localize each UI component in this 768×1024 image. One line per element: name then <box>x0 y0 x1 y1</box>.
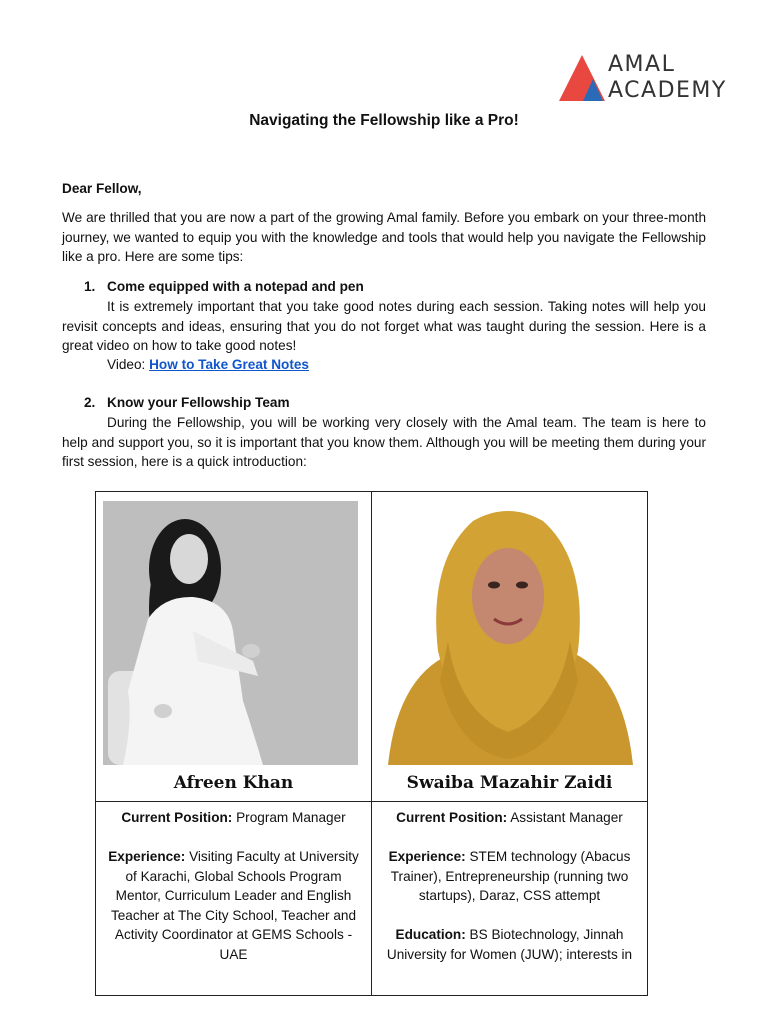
intro-paragraph: We are thrilled that you are now a part of the growing Amal family. Before you embark on your three-month journey, we wanted to equip you with the knowledge and tools that would help you navigate the Fellowship like a pro. Here are some tips: <box>62 210 706 264</box>
team-member-1-position <box>101 808 366 828</box>
greeting: Dear Fellow, <box>62 181 142 196</box>
logo-line-1: AMAL <box>608 52 676 77</box>
team-member-2-position <box>377 808 642 828</box>
team-member-1-experience <box>101 847 366 964</box>
tip-2-title: Know your Fellowship Team <box>107 395 290 410</box>
team-member-2-photo-cell <box>372 492 648 802</box>
tip-1-body: It is extremely important that you take good notes during each session. Taking notes will help you revisit concepts and ideas, ensuring that you do not forget what was taught during the session. Here is a great video on how to take good notes! <box>62 299 706 353</box>
education-value: BS Biotechnology, Jinnah University for Women (JUW); interests in <box>386 927 633 962</box>
tip-2-heading <box>84 393 290 413</box>
logo-wordmark <box>608 52 727 104</box>
team-member-1-photo-cell <box>96 492 372 802</box>
experience-value: STEM technology (Abacus Trainer), Entrepreneurship (running two startups), Daraz, CSS attempt <box>390 849 631 903</box>
tip-2-body: During the Fellowship, you will be working very closely with the Amal team. The team is here to help and support you, so it is important that you know them. Although you will be meeting them during your first session, here is a quick introduction: <box>62 415 706 469</box>
team-member-1-name: Afreen Khan <box>173 773 294 793</box>
education-label: Education: <box>395 927 466 942</box>
position-value: Program Manager <box>236 810 346 825</box>
video-link[interactable]: How to Take Great Notes <box>149 357 309 372</box>
experience-label: Experience: <box>108 849 186 864</box>
team-member-1-info <box>96 802 372 996</box>
amal-academy-logo <box>559 52 727 104</box>
position-label: Current Position: <box>396 810 508 825</box>
team-member-2-photo <box>378 501 640 765</box>
tip-2-number: 2. <box>84 395 96 410</box>
position-label: Current Position: <box>121 810 233 825</box>
team-member-1-photo <box>103 501 358 765</box>
page-title: Navigating the Fellowship like a Pro! <box>249 112 519 129</box>
experience-label: Experience: <box>388 849 466 864</box>
tip-1-heading <box>84 277 364 297</box>
team-member-2-education <box>377 925 642 964</box>
team-table <box>95 491 648 996</box>
team-member-2-experience <box>377 847 642 906</box>
logo-triangle-icon <box>559 55 605 101</box>
team-member-2-info <box>372 802 648 996</box>
team-member-2-name: Swaiba Mazahir Zaidi <box>406 773 613 793</box>
tip-1-number: 1. <box>84 279 96 294</box>
video-label: Video: <box>107 357 146 372</box>
video-line <box>107 355 309 375</box>
experience-value: Visiting Faculty at University of Karachi, Global Schools Program Mentor, Curriculum Leader and English Teacher at The City School, Teacher and Activity Coordinator at GEMS Schools - UAE <box>110 849 359 962</box>
position-value: Assistant Manager <box>510 810 623 825</box>
logo-line-2: ACADEMY <box>608 78 727 103</box>
tip-1-title: Come equipped with a notepad and pen <box>107 279 364 294</box>
